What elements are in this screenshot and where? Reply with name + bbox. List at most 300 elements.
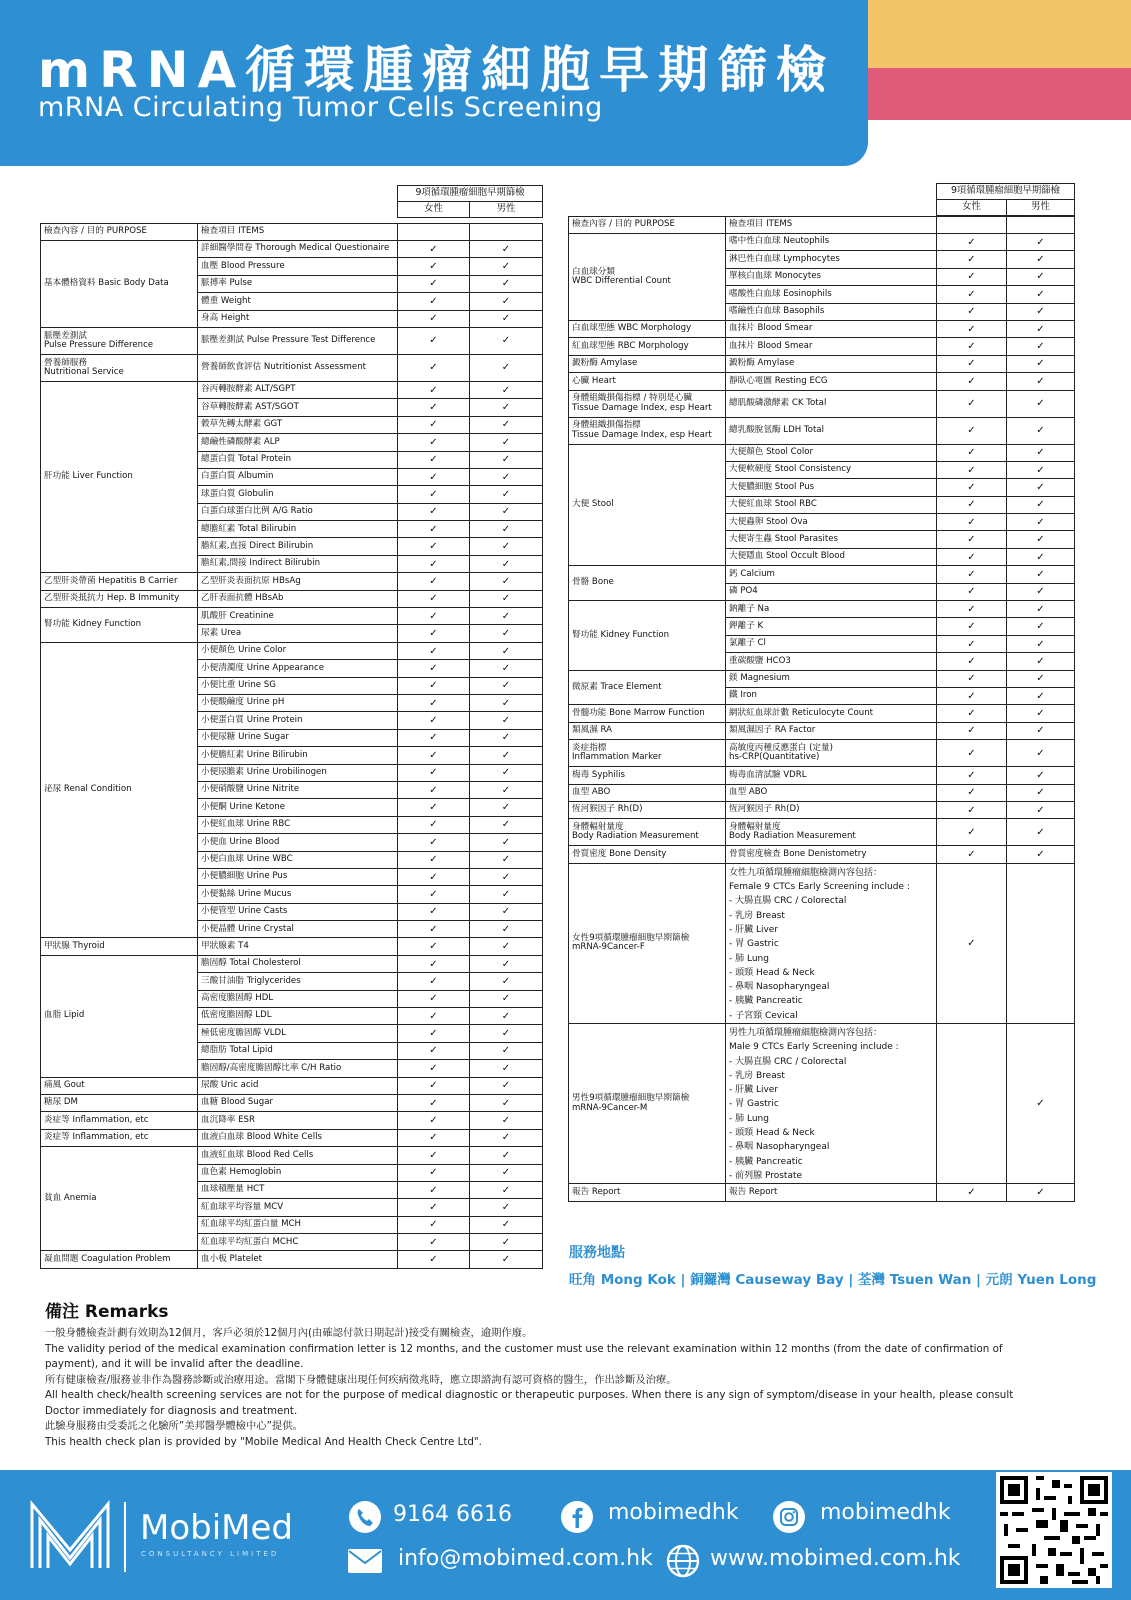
female-check: ✓ (398, 1181, 470, 1198)
female-check: ✓ (398, 293, 470, 310)
male-check: ✓ (1007, 390, 1075, 417)
male-check: ✓ (1007, 601, 1075, 618)
male-check: ✓ (470, 590, 543, 607)
female-check: ✓ (937, 338, 1007, 355)
female-check: ✓ (398, 1216, 470, 1233)
male-check: ✓ (1007, 268, 1075, 285)
purpose-cell: 基本體格資料 Basic Body Data (41, 241, 198, 328)
item-cell: 血色素 Hemoglobin (198, 1164, 398, 1181)
female-check: ✓ (937, 531, 1007, 548)
purpose-column-header: 檢查內容 / 目的 PURPOSE (41, 224, 198, 241)
female-check: ✓ (937, 670, 1007, 687)
email-address[interactable]: info@mobimed.com.hk (398, 1546, 653, 1571)
female-check: ✓ (398, 381, 470, 398)
item-cell: 總膽紅素 Total Bilirubin (198, 521, 398, 538)
item-cell: 低密度膽固醇 LDL (198, 1008, 398, 1025)
female-check: ✓ (937, 583, 1007, 600)
table-row (41, 1147, 543, 1164)
female-check: ✓ (398, 573, 470, 590)
items-column-header: 檢查項目 ITEMS (726, 217, 937, 234)
purpose-cell: 身體組織損傷指標 Tissue Damage Index, esp Heart (569, 417, 726, 444)
cancer-list-item: - 鼻咽 Nasopharyngeal (729, 1142, 830, 1153)
cancer-list-heading: 女性九項循環腫瘤細胞檢測內容包括： Female 9 CTCs Early Screening include : (729, 867, 910, 893)
male-check: ✓ (1007, 373, 1075, 390)
purpose-cell: 炎症指標 Inflammation Marker (569, 740, 726, 767)
male-check: ✓ (470, 834, 543, 851)
table-row (569, 234, 1075, 251)
male-check-header (1007, 217, 1075, 234)
item-cell: 紅血球平均紅蛋白量 MCH (198, 1216, 398, 1233)
male-check: ✓ (470, 1025, 543, 1042)
male-check: ✓ (470, 955, 543, 972)
female-check (937, 1023, 1007, 1183)
item-cell: 膽紅素,直接 Direct Bilirubin (198, 538, 398, 555)
right-items-table (568, 183, 1075, 1202)
item-cell: 大便膿細胞 Stool Pus (726, 479, 937, 496)
male-check: ✓ (470, 275, 543, 292)
item-cell: 谷草轉胺酵素 AST/SGOT (198, 399, 398, 416)
purpose-cell: 痛風 Gout (41, 1077, 198, 1094)
cancer-list-cell (726, 863, 937, 1023)
item-cell: 詳細醫學問卷 Thorough Medical Questionaire (198, 241, 398, 258)
male-check: ✓ (470, 694, 543, 711)
left-items-table (40, 185, 543, 1269)
female-check: ✓ (937, 1184, 1007, 1202)
item-cell: 高敏度丙種反應蛋白 (定量) hs-CRP(Quantitative) (726, 740, 937, 767)
table-row (41, 1077, 543, 1094)
female-check: ✓ (937, 767, 1007, 784)
item-cell: 脈壓差測試 Pulse Pressure Test Difference (198, 327, 398, 354)
header-spacer (41, 202, 398, 218)
female-check: ✓ (398, 1060, 470, 1077)
male-check: ✓ (470, 660, 543, 677)
purpose-cell: 乙型肝炎抵抗力 Hep. B Immunity (41, 590, 198, 607)
item-cell: 紅血球平均容量 MCV (198, 1199, 398, 1216)
female-check: ✓ (398, 503, 470, 520)
item-cell: 血抹片 Blood Smear (726, 320, 937, 337)
female-check: ✓ (937, 687, 1007, 704)
female-check: ✓ (937, 479, 1007, 496)
male-check: ✓ (470, 625, 543, 642)
cancer-list-item: - 大腸直腸 CRC / Colorectal (729, 896, 847, 907)
male-check: ✓ (1007, 583, 1075, 600)
item-cell: 淋巴性白血球 Lymphocytes (726, 251, 937, 268)
male-check: ✓ (470, 258, 543, 275)
item-cell: 小便酮 Urine Ketone (198, 799, 398, 816)
item-cell: 嗜鹼性白血球 Basophils (726, 303, 937, 320)
female-check: ✓ (398, 521, 470, 538)
female-check: ✓ (398, 451, 470, 468)
item-cell: 高密度膽固醇 HDL (198, 990, 398, 1007)
purpose-cell: 血脂 Lipid (41, 955, 198, 1077)
purpose-cell: 大便 Stool (569, 444, 726, 566)
male-check: ✓ (1007, 417, 1075, 444)
item-cell: 球蛋白質 Globulin (198, 486, 398, 503)
table-row (41, 327, 543, 354)
male-check: ✓ (1007, 338, 1075, 355)
male-check: ✓ (1007, 444, 1075, 461)
female-check: ✓ (937, 514, 1007, 531)
purpose-cell: 骨髓功能 Bone Marrow Function (569, 705, 726, 722)
table-row (41, 938, 543, 955)
table-row (41, 590, 543, 607)
male-check: ✓ (470, 1147, 543, 1164)
item-cell: 谷丙轉胺酵素 ALT/SGPT (198, 381, 398, 398)
male-check: ✓ (470, 677, 543, 694)
instagram-handle[interactable]: mobimedhk (820, 1500, 951, 1525)
decor-pink-band (850, 68, 1131, 120)
phone-icon (348, 1500, 382, 1534)
male-check: ✓ (1007, 548, 1075, 565)
female-check: ✓ (398, 625, 470, 642)
item-cell: 小便晶體 Urine Crystal (198, 921, 398, 938)
globe-icon (666, 1544, 700, 1578)
item-cell: 大便軟硬度 Stool Consistency (726, 461, 937, 478)
female-check: ✓ (398, 1199, 470, 1216)
male-check: ✓ (1007, 303, 1075, 320)
service-locations-list: 旺角 Mong Kok | 銅鑼灣 Causeway Bay | 荃灣 Tsuen Wan | 元朗 Yuen Long (569, 1272, 1097, 1288)
female-check: ✓ (398, 973, 470, 990)
table-row (569, 390, 1075, 417)
male-check: ✓ (1007, 784, 1075, 801)
female-check: ✓ (937, 496, 1007, 513)
qr-code[interactable] (996, 1472, 1112, 1588)
item-cell: 小便膽紅素 Urine Bilirubin (198, 747, 398, 764)
male-check: ✓ (470, 1164, 543, 1181)
package-header: 9項循環腫瘤細胞早期篩檢 (937, 184, 1075, 200)
purpose-cell: 白血球分類 WBC Differential Count (569, 234, 726, 321)
remark-line: 所有健康檢查/服務並非作為醫務診斷或治療用途。當閣下身體健康出現任何疾病徵兆時，應立即諮詢有認可資格的醫生，作出診斷及治療。 (45, 1373, 677, 1386)
table-row (41, 241, 543, 258)
item-cell: 鎂 Magnesium (726, 670, 937, 687)
purpose-cell: 炎症等 Inflammation, etc (41, 1112, 198, 1129)
male-check (1007, 863, 1075, 1023)
male-check: ✓ (470, 1181, 543, 1198)
table-row (569, 444, 1075, 461)
item-cell: 膽固醇 Total Cholesterol (198, 955, 398, 972)
female-check: ✓ (398, 642, 470, 659)
cancer-list-item: - 頭頸 Head & Neck (729, 1128, 815, 1139)
female-check-header (398, 224, 470, 241)
male-check: ✓ (1007, 479, 1075, 496)
item-cell: 磷 PO4 (726, 583, 937, 600)
table-row (569, 740, 1075, 767)
male-check: ✓ (470, 521, 543, 538)
male-check: ✓ (1007, 722, 1075, 739)
table-row (569, 1184, 1075, 1202)
item-cell: 乙型肝炎表面抗原 HBsAg (198, 573, 398, 590)
cancer-list-item: - 乳房 Breast (729, 1070, 785, 1081)
female-check: ✓ (398, 1147, 470, 1164)
table-row (569, 863, 1075, 1023)
female-check: ✓ (398, 886, 470, 903)
cancer-list-item: - 胰臟 Pancreatic (729, 1156, 803, 1167)
decor-yellow-band (850, 0, 1131, 68)
male-check: ✓ (470, 886, 543, 903)
item-cell: 大便顏色 Stool Color (726, 444, 937, 461)
header-spacer (41, 186, 398, 202)
purpose-cell: 微原素 Trace Element (569, 670, 726, 705)
female-check: ✓ (398, 955, 470, 972)
female-check: ✓ (937, 320, 1007, 337)
female-check: ✓ (398, 590, 470, 607)
male-check: ✓ (470, 1008, 543, 1025)
male-check: ✓ (1007, 1184, 1075, 1202)
female-check: ✓ (398, 747, 470, 764)
male-check: ✓ (470, 538, 543, 555)
male-check: ✓ (1007, 635, 1075, 652)
male-check: ✓ (470, 729, 543, 746)
female-check: ✓ (937, 653, 1007, 670)
male-check: ✓ (470, 310, 543, 327)
header-spacer (569, 184, 937, 200)
male-check: ✓ (1007, 251, 1075, 268)
female-check: ✓ (937, 417, 1007, 444)
purpose-cell: 肝功能 Liver Function (41, 381, 198, 572)
purpose-cell: 紅血球型態 RBC Morphology (569, 338, 726, 355)
male-check: ✓ (1007, 566, 1075, 583)
cancer-list-item: - 前列腺 Prostate (729, 1170, 803, 1181)
item-cell: 體重 Weight (198, 293, 398, 310)
male-check: ✓ (470, 1112, 543, 1129)
male-check: ✓ (470, 921, 543, 938)
male-check: ✓ (470, 851, 543, 868)
male-check: ✓ (470, 938, 543, 955)
male-check: ✓ (1007, 320, 1075, 337)
purpose-cell: 身體輻射量度 Body Radiation Measurement (569, 819, 726, 846)
female-check: ✓ (398, 694, 470, 711)
item-cell: 小便膿細胞 Urine Pus (198, 868, 398, 885)
male-check: ✓ (470, 868, 543, 885)
table-row (569, 819, 1075, 846)
item-cell: 氯離子 Cl (726, 635, 937, 652)
male-check: ✓ (470, 241, 543, 258)
item-cell: 甲狀腺素 T4 (198, 938, 398, 955)
item-cell: 極低密度膽固醇 VLDL (198, 1025, 398, 1042)
male-check: ✓ (470, 781, 543, 798)
female-column-header: 女性 (937, 200, 1007, 216)
male-check: ✓ (470, 973, 543, 990)
item-cell: 恆河猴因子 Rh(D) (726, 801, 937, 818)
purpose-cell: 身體組織損傷指標 / 特別是心臟 Tissue Damage Index, esp Heart (569, 390, 726, 417)
male-check: ✓ (470, 1216, 543, 1233)
female-check: ✓ (398, 1112, 470, 1129)
item-cell: 報告 Report (726, 1184, 937, 1202)
female-check: ✓ (398, 1164, 470, 1181)
item-cell: 小便黏絲 Urine Mucus (198, 886, 398, 903)
table-row (41, 1251, 543, 1268)
male-check: ✓ (470, 327, 543, 354)
male-check: ✓ (470, 608, 543, 625)
table-row (41, 1094, 543, 1111)
item-cell: 血小板 Platelet (198, 1251, 398, 1268)
table-row (569, 320, 1075, 337)
table-row (41, 573, 543, 590)
item-cell: 脈搏率 Pulse (198, 275, 398, 292)
item-cell: 白蛋白質 Albumin (198, 468, 398, 485)
female-check: ✓ (398, 921, 470, 938)
item-cell: 血沉降率 ESR (198, 1112, 398, 1129)
female-check: ✓ (398, 799, 470, 816)
items-column-header: 檢查項目 ITEMS (198, 224, 398, 241)
male-check: ✓ (1007, 461, 1075, 478)
table-row (569, 722, 1075, 739)
item-cell: 總肌酸磷激酵素 CK Total (726, 390, 937, 417)
male-check-header (470, 224, 543, 241)
item-cell: 小便酸鹼度 Urine pH (198, 694, 398, 711)
female-check: ✓ (398, 729, 470, 746)
table-row (569, 566, 1075, 583)
cancer-list-item: - 胃 Gastric (729, 939, 779, 950)
male-check: ✓ (1007, 740, 1075, 767)
male-check: ✓ (1007, 286, 1075, 303)
item-cell: 小便紅血球 Urine RBC (198, 816, 398, 833)
item-cell: 小便蛋白質 Urine Protein (198, 712, 398, 729)
female-check: ✓ (937, 819, 1007, 846)
male-check: ✓ (470, 416, 543, 433)
male-column-header: 男性 (470, 202, 543, 218)
male-check: ✓ (1007, 767, 1075, 784)
female-check: ✓ (398, 555, 470, 572)
item-cell: 小便管型 Urine Casts (198, 903, 398, 920)
cancer-list-item: - 胰臟 Pancreatic (729, 996, 803, 1007)
male-check: ✓ (470, 712, 543, 729)
table-row (569, 1023, 1075, 1183)
purpose-cell: 腎功能 Kidney Function (569, 601, 726, 671)
mobimed-logo-icon (28, 1498, 112, 1572)
cancer-list-heading: 男性九項循環腫瘤細胞檢測內容包括： Male 9 CTCs Early Screening include : (729, 1027, 899, 1053)
male-check: ✓ (470, 434, 543, 451)
logo-divider (124, 1502, 126, 1572)
item-cell: 血抹片 Blood Smear (726, 338, 937, 355)
item-cell: 靜臥心電圖 Resting ECG (726, 373, 937, 390)
table-row (41, 955, 543, 972)
item-cell: 單核白血球 Monocytes (726, 268, 937, 285)
cancer-list-item: - 頭頸 Head & Neck (729, 967, 815, 978)
item-cell: 身高 Height (198, 310, 398, 327)
male-check: ✓ (470, 468, 543, 485)
table-row (569, 373, 1075, 390)
cancer-list-item: - 乳房 Breast (729, 910, 785, 921)
remark-line: All health check/health screening services are not for the purpose of medical diagnostic or therapeutic purposes. When there is any sign of symptom/disease in your health, please consult Doctor immediately for diagnosis and treatment. (45, 1389, 1014, 1417)
item-cell: 總脂肪 Total Lipid (198, 1042, 398, 1059)
page-title-en: mRNA Circulating Tumor Cells Screening (38, 92, 603, 123)
female-check: ✓ (937, 601, 1007, 618)
purpose-cell: 心臟 Heart (569, 373, 726, 390)
female-check: ✓ (398, 434, 470, 451)
brand-name: MobiMed (140, 1508, 293, 1548)
female-check: ✓ (937, 784, 1007, 801)
cancer-list-item: - 子宮頸 Cevical (729, 1010, 798, 1021)
male-check: ✓ (470, 1077, 543, 1094)
service-locations-title: 服務地點 (569, 1245, 625, 1261)
item-cell: 血型 ABO (726, 784, 937, 801)
facebook-handle[interactable]: mobimedhk (608, 1500, 739, 1525)
female-check: ✓ (937, 268, 1007, 285)
male-check: ✓ (1007, 531, 1075, 548)
female-check: ✓ (398, 1008, 470, 1025)
cancer-list-cell (726, 1023, 937, 1183)
email-icon (347, 1548, 383, 1574)
female-check: ✓ (398, 868, 470, 885)
female-check: ✓ (398, 764, 470, 781)
purpose-cell: 恆河猴因子 Rh(D) (569, 801, 726, 818)
remark-line: 此驗身服務由受委託之化驗所”美邦醫學體檢中心”提供。 (45, 1420, 303, 1432)
male-check: ✓ (1007, 670, 1075, 687)
male-check: ✓ (470, 293, 543, 310)
male-check: ✓ (470, 555, 543, 572)
cancer-list-item: - 肺 Lung (729, 1113, 769, 1124)
table-row (41, 1112, 543, 1129)
cancer-list-item: - 肝臟 Liver (729, 1085, 779, 1096)
item-cell: 尿素 Urea (198, 625, 398, 642)
female-check: ✓ (398, 781, 470, 798)
female-check: ✓ (937, 286, 1007, 303)
male-check: ✓ (470, 1094, 543, 1111)
item-cell: 總鹼性磷酸酵素 ALP (198, 434, 398, 451)
website-url[interactable]: www.mobimed.com.hk (710, 1546, 961, 1571)
item-cell: 身體輻射量度 Body Radiation Measurement (726, 819, 937, 846)
male-check: ✓ (470, 486, 543, 503)
phone-number[interactable]: 9164 6616 (393, 1502, 512, 1527)
item-cell: 大便隱血 Stool Occult Blood (726, 548, 937, 565)
female-check: ✓ (937, 461, 1007, 478)
female-column-header: 女性 (398, 202, 470, 218)
female-check: ✓ (398, 468, 470, 485)
female-check: ✓ (937, 740, 1007, 767)
purpose-cell: 骨質密度 Bone Density (569, 846, 726, 863)
cancer-list-item: - 肝臟 Liver (729, 924, 779, 935)
purpose-cell: 血型 ABO (569, 784, 726, 801)
male-check: ✓ (1007, 355, 1075, 372)
female-check: ✓ (937, 303, 1007, 320)
male-check: ✓ (1007, 653, 1075, 670)
qr-code-icon (1000, 1476, 1108, 1584)
male-check: ✓ (1007, 1023, 1075, 1183)
item-cell: 三酸甘油脂 Triglycerides (198, 973, 398, 990)
table-row (569, 417, 1075, 444)
item-cell: 白蛋白球蛋白比例 A/G Ratio (198, 503, 398, 520)
female-check: ✓ (398, 851, 470, 868)
item-cell: 血糖 Blood Sugar (198, 1094, 398, 1111)
female-check: ✓ (398, 1251, 470, 1268)
male-check: ✓ (1007, 234, 1075, 251)
female-check: ✓ (398, 1234, 470, 1251)
remark-line: This health check plan is provided by "Mobile Medical And Health Check Centre Ltd". (45, 1435, 482, 1448)
item-cell: 大便蟲卵 Stool Ova (726, 514, 937, 531)
female-check: ✓ (937, 373, 1007, 390)
item-cell: 總乳酸脫氫酶 LDH Total (726, 417, 937, 444)
male-check: ✓ (1007, 801, 1075, 818)
table-row (569, 801, 1075, 818)
female-check: ✓ (398, 354, 470, 381)
female-check: ✓ (398, 275, 470, 292)
female-check: ✓ (398, 241, 470, 258)
purpose-cell: 糖尿 DM (41, 1094, 198, 1111)
item-cell: 類風濕因子 RA Factor (726, 722, 937, 739)
female-check: ✓ (398, 1129, 470, 1146)
female-check: ✓ (398, 486, 470, 503)
purpose-cell: 報告 Report (569, 1184, 726, 1202)
item-cell: 鐵 Iron (726, 687, 937, 704)
brand-subtitle: CONSULTANCY LIMITED (141, 1550, 280, 1558)
female-check: ✓ (937, 722, 1007, 739)
female-check: ✓ (398, 1077, 470, 1094)
female-check: ✓ (398, 938, 470, 955)
item-cell: 小便血 Urine Blood (198, 834, 398, 851)
purpose-cell: 凝血問題 Coagulation Problem (41, 1251, 198, 1268)
female-check: ✓ (398, 1042, 470, 1059)
